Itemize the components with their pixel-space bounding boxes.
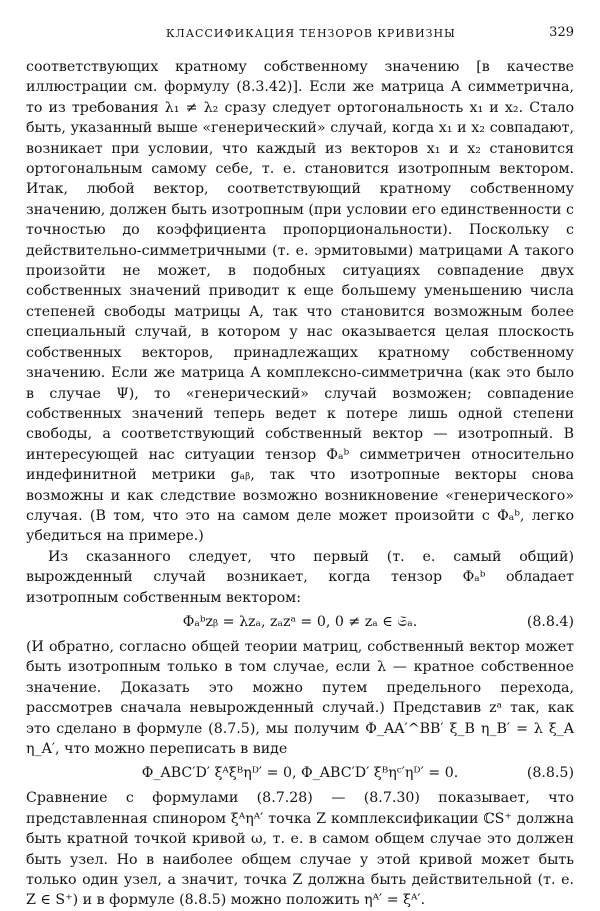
paragraph: (И обратно, согласно общей теории матриц, собственный вектор может быть изотропным только в том случае, если λ — кратное собственное значение. Доказать это можно путем предельного перехода, рассмотрев сначала невырожденный случай.) Представив zᵃ так, как это сделано в формуле (8.7.5), мы получим Φ_AA′^BB′ ξ_B η_B′ = λ ξ_A η_A′, что можно переписать в виде bbox=[26, 638, 574, 757]
paragraph: Из сказанного следует, что первый (т. е. самый общий) вырожденный случай возникает, когда тензор Φₐᵇ обладает изотропным собственным вектором: bbox=[26, 548, 574, 606]
equation-8-8-4 bbox=[26, 609, 574, 636]
equation-number: (8.8.5) bbox=[526, 765, 574, 782]
body-text bbox=[26, 57, 574, 911]
page-header bbox=[26, 27, 574, 49]
page-number: 329 bbox=[549, 25, 574, 40]
equation-formula: Φ_ABC′D′ ξᴬξᴮηᴰ′ = 0, Φ_ABC′D′ ξᴮηᶜ′ηᴰ′ = 0. bbox=[141, 765, 459, 782]
equation-8-8-5 bbox=[26, 760, 574, 787]
running-head: КЛАССИФИКАЦИЯ ТЕНЗОРОВ КРИВИЗНЫ bbox=[166, 27, 456, 40]
paragraph: соответствующих кратному собственному значению [в качестве иллюстрации см. формулу (8.3.42)]. Если же матрица A симметрична, то из требования λ₁ ≠ λ₂ сразу следует ортогональность x₁ и x₂. Стало быть, указанный выше «генерический» случай, когда x₁ и x₂ совпадают, возникает при условии, что каждый из векторов x₁ и x₂ становится ортогональным самому себе, т. е. становится изотропным вектором. Итак, любой вектор, соответствующий кратному собственному значению, должен быть изотропным (при условии его единственности с точностью до коэффициента пропорциональности). Поскольку с действительно-симметричными (т. е. эрмитовыми) матрицами A такого произойти не может, в подобных ситуациях совпадение двух собственных значений приводит к еще большему уменьшению числа степеней свободы матрицы A, так что становится возможным более специальный случай, в котором у нас оказывается целая плоскость собственных векторов, принадлежащих кратному собственному значению. Если же матрица A комплексно-симметрична (как это было в случае Ψ), то «генерический» случай возможен; совпадение собственных значений теперь ведет к потере лишь одной степени свободы, а соответствующий собственный вектор — изотропный. В интересующей нас ситуации тензор Φₐᵇ симметричен относительно индефинитной метрики gₐᵦ, так что изотропные векторы снова возможны и как следствие возможно возникновение «генерического» случая. (В том, что это на самом деле может произойти с Φₐᵇ, легко убедиться на примере.) bbox=[26, 59, 574, 545]
paragraph: Сравнение с формулами (8.7.28) — (8.7.30) показывает, что представленная спинором ξᴬηᴬ′ точка Z комплексификации ℂS⁺ должна быть кратной точкой кривой ω, т. е. в самом общем случае это должен быть узел. Но в наиболее общем случае у этой кривой может быть только один узел, а значит, точка Z должна быть действительной (т. е. Z ∈ S⁺) и в формуле (8.8.5) можно положить ηᴬ′ = ξ̄ᴬ′. bbox=[26, 790, 574, 909]
equation-formula: Φₐᵇzᵦ = λzₐ, zₐzᵃ = 0, 0 ≠ zₐ ∈ 𝔖ₐ. bbox=[182, 613, 418, 630]
equation-number: (8.8.4) bbox=[526, 613, 574, 630]
